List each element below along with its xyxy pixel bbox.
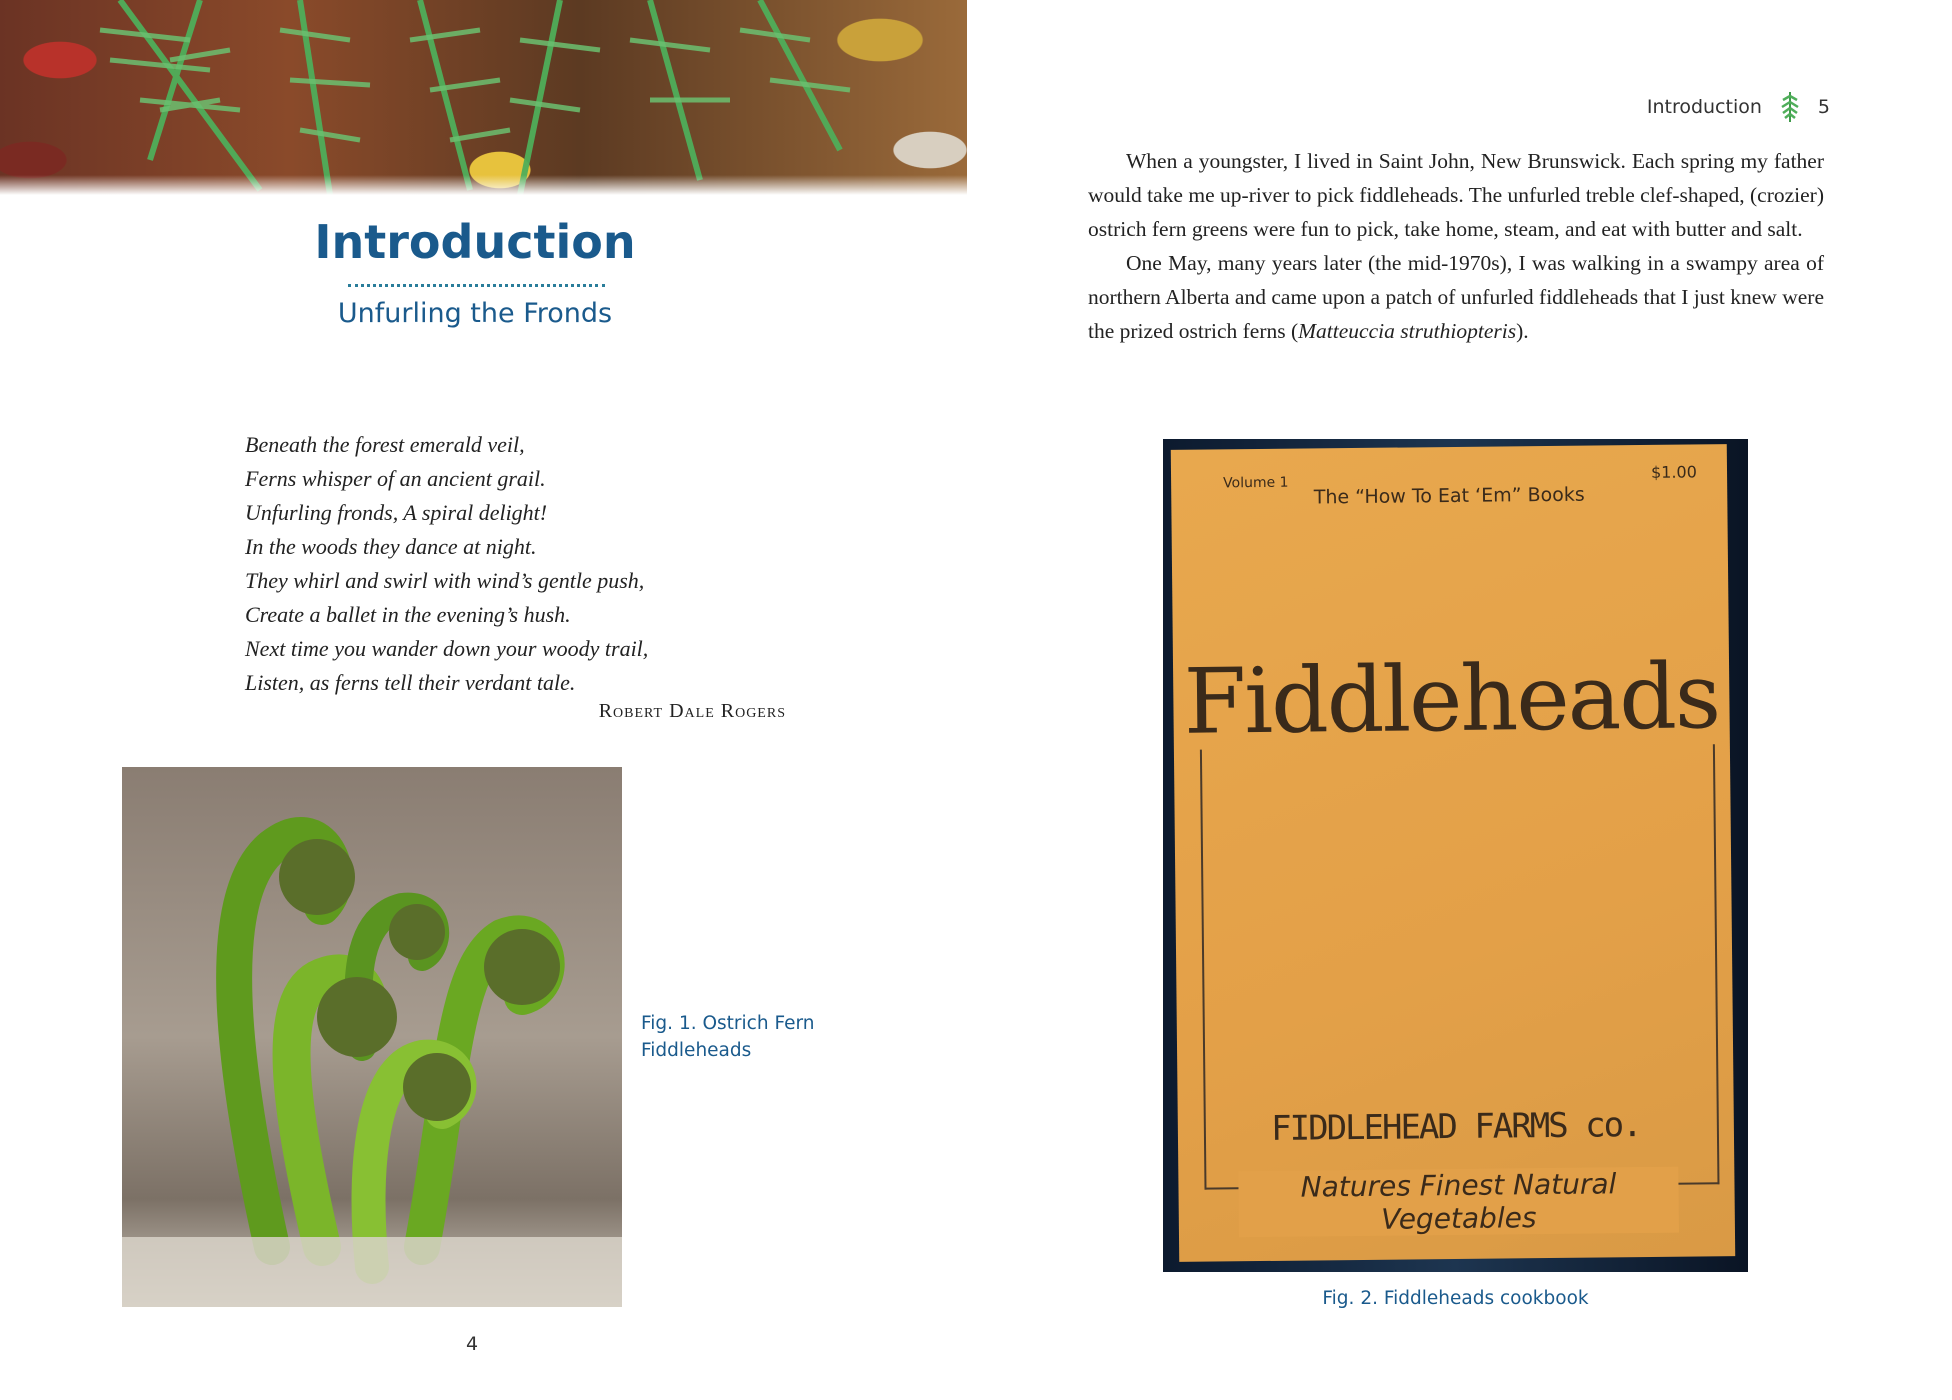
cookbook-cover xyxy=(1171,444,1735,1262)
cookbook-publisher: FIDDLEHEAD FARMS co. xyxy=(1270,1105,1641,1149)
running-head-title: Introduction xyxy=(1646,96,1762,118)
cookbook-photo xyxy=(1163,439,1748,1272)
page-number-left: 4 xyxy=(466,1333,479,1355)
paragraph-text: ). xyxy=(1516,319,1529,343)
page-number-right: 5 xyxy=(1817,96,1830,118)
paragraph: When a youngster, I lived in Saint John, New Brunswick. Each spring my father would take me up-river to pick fiddleheads. The unfurled treble clef-shaped, (crozier) ostrich fern greens were fun to pick, take home, steam, and eat with butter and salt. xyxy=(1088,149,1824,241)
poem-line: Listen, as ferns tell their verdant tale. xyxy=(245,670,576,695)
fern-fronds-illustration xyxy=(0,0,967,195)
paragraph xyxy=(1088,246,1824,348)
fiddlehead-illustration xyxy=(122,767,622,1307)
fig2-caption: Fig. 2. Fiddleheads cookbook xyxy=(1322,1288,1589,1309)
poem-line: In the woods they dance at night. xyxy=(245,534,537,559)
chapter-subtitle: Unfurling the Fronds xyxy=(337,298,613,329)
fig1-caption-line: Fig. 1. Ostrich Fern xyxy=(641,1013,815,1034)
poem-line: Create a ballet in the evening’s hush. xyxy=(245,602,571,627)
poem xyxy=(245,428,648,700)
chapter-title: Introduction xyxy=(314,215,636,269)
species-name: Matteuccia struthiopteris xyxy=(1298,319,1517,343)
body-text xyxy=(1088,144,1824,348)
cookbook-price: $1.00 xyxy=(1650,462,1697,482)
fiddlehead-photo xyxy=(122,767,622,1307)
poem-line: Ferns whisper of an ancient grail. xyxy=(245,466,546,491)
fig1-caption xyxy=(641,1010,814,1064)
poem-line: They whirl and swirl with wind’s gentle push, xyxy=(245,568,645,593)
paragraph-text: One May, many years later (the mid-1970s), I was walking in a swampy area of northern Alberta and came upon a patch of unfurled fiddleheads that I just knew were the prized ostrich ferns ( xyxy=(1088,251,1824,343)
running-head xyxy=(1580,90,1830,124)
poem-line: Beneath the forest emerald veil, xyxy=(245,432,525,457)
fig1-caption-line: Fiddleheads xyxy=(641,1040,752,1061)
cookbook-tagline: Natures Finest Natural Vegetables xyxy=(1238,1167,1679,1238)
cookbook-series: The “How To Eat ‘Em” Books xyxy=(1313,483,1585,509)
fern-banner-image xyxy=(0,0,967,195)
cookbook-title: Fiddleheads xyxy=(1183,644,1720,755)
poem-line: Next time you wander down your woody trail, xyxy=(245,636,649,661)
cookbook-volume: Volume 1 xyxy=(1223,474,1289,492)
poem-author: Robert Dale Rogers xyxy=(598,700,786,722)
fern-icon xyxy=(1780,90,1800,124)
dotted-divider xyxy=(348,284,605,287)
poem-line: Unfurling fronds, A spiral delight! xyxy=(245,500,548,525)
